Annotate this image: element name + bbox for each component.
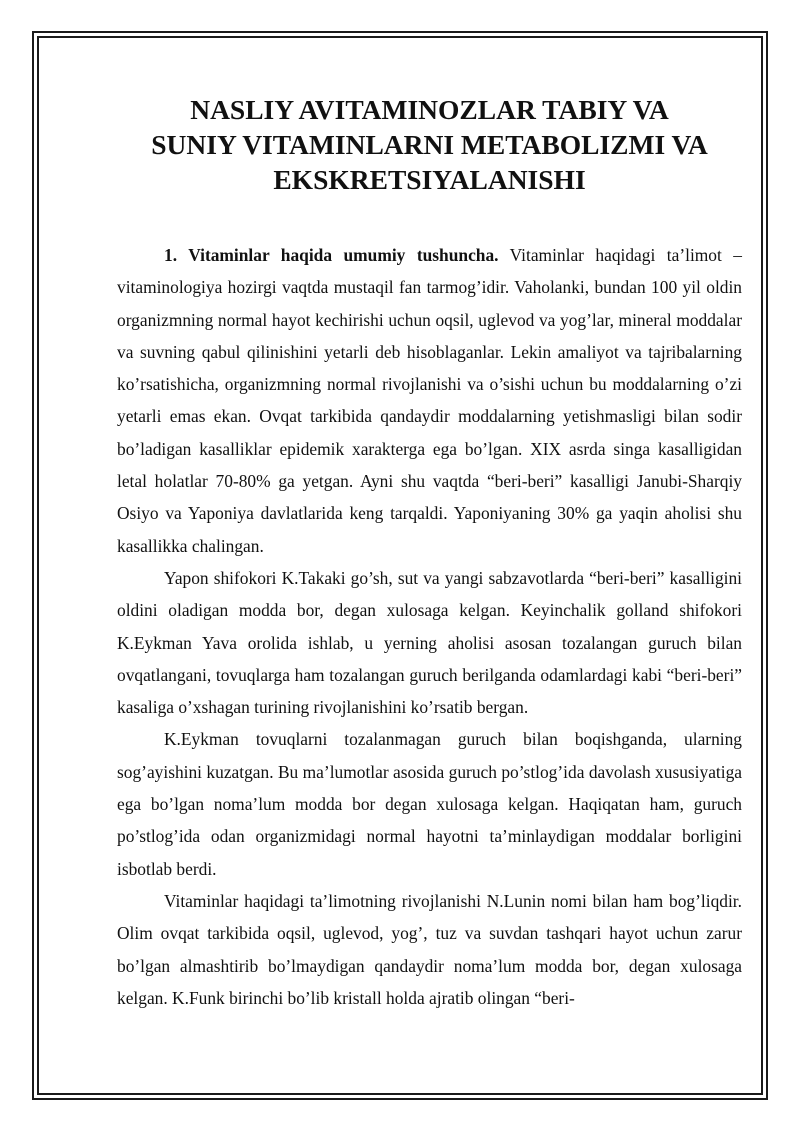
title-line-1: NASLIY AVITAMINOZLAR TABIY VA [190, 94, 669, 125]
paragraph-2: Yapon shifokori K.Takaki go’sh, sut va yangi sabzavotlarda “beri-beri” kasalligini oldini oladigan modda bor, degan xulosaga kelgan. Keyinchalik golland shifokori K.Eykman Yava orolida ishlab, u yerning aholisi asosan tozalangan guruch bilan ovqatlangani, tovuqlarga ham tozalangan guruch berilganda odamlardagi kabi “beri-beri” kasaliga o’xshagan turining rivojlanishini ko’rsatib bergan. [117, 567, 742, 718]
paragraph-1-text: Vitaminlar haqidagi ta’limot – vitaminologiya hozirgi vaqtda mustaqil fan tarmog’idir. Vaholanki, bundan 100 yil oldin organizmning normal hayot kechirishi uchun oqsil, uglevod va yog’lar, mineral moddalar va suvning qabul qilinishini yetarli deb hisoblaganlar. Lekin amaliyot va tajribalarning ko’rsatishicha, organizmning normal rivojlanishi va o’sishi uchun bu moddalarning o’zi yetarli emas ekan. Ovqat tarkibida qandaydir moddalarning yetishmasligi bilan sodir bo’ladigan kasalliklar epidemik xarakterga ega bo’lgan. XIX asrda singa kasalligidan letal holatlar 70-80% ga yetgan. Ayni shu vaqtda “beri-beri” kasalligi Janubi-Sharqiy Osiyo va Yaponiya davlatlarida keng tarqaldi. Yaponiyaning 30% ga yaqin aholisi shu kasallikka chalingan. [117, 245, 742, 556]
title-line-2: SUNIY VITAMINLARNI METABOLIZMI VA [151, 129, 708, 160]
document-body [117, 239, 742, 1014]
document-title [117, 92, 742, 197]
document-content [117, 92, 742, 1014]
title-line-3: EKSKRETSIYALANISHI [273, 164, 586, 195]
section-heading: 1. Vitaminlar haqida umumiy tushuncha. [164, 245, 499, 265]
paragraph-3: K.Eykman tovuqlarni tozalanmagan guruch bilan boqishganda, ularning sog’ayishini kuzatgan. Bu ma’lumotlar asosida guruch po’stlog’ida davolash xususiyatiga ega bo’lgan noma’lum modda bor degan xulosaga kelgan. Haqiqatan ham, guruch po’stlog’ida odan organizmidagi normal hayotni ta’minlaydigan moddalar borligini isbotlab berdi. [117, 729, 742, 879]
paragraph-1 [117, 239, 742, 562]
paragraph-4: Vitaminlar haqidagi ta’limotning rivojlanishi N.Lunin nomi bilan ham bog’liqdir. Olim ovqat tarkibida oqsil, uglevod, yog’, tuz va suvdan tashqari hayot uchun zarur bo’lgan almashtirib bo’lmaydigan qandaydir noma’lum modda bor, degan xulosaga kelgan. K.Funk birinchi bo’lib kristall holda ajratib olingan “beri- [117, 890, 742, 1008]
